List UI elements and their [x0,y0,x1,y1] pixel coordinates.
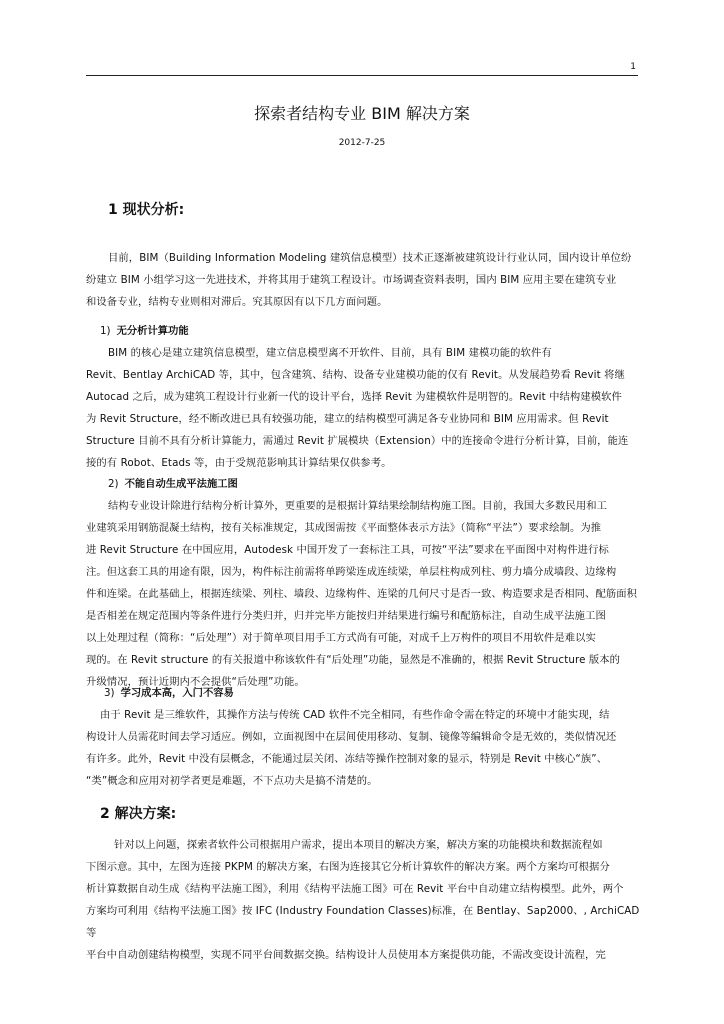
paragraph-line: 由于 Revit 是三维软件，其操作方法与传统 CAD 软件不完全相同，有些作命令需在特定的环境中才能实现，结 [100,709,610,721]
section-2-heading-block [86,805,642,823]
paragraph-line: Structure 目前不具有分析计算能力，需通过 Revit 扩展模块（Extension）中的连接命令进行分析计算，目前，能连 [86,435,629,447]
paragraph-line: 有许多。此外，Revit 中没有层概念，不能通过层关闭、冻结等操作控制对象的显示，特别是 Revit 中核心“族”、 [86,753,608,765]
document-title: 探索者结构专业 BIM 解决方案 [254,104,470,123]
section-1-heading-block [86,201,642,219]
paragraph-line: 针对以上问题，探索者软件公司根据用户需求，提出本项目的解决方案，解决方案的功能模块和数据流程如 [114,839,603,851]
document-date: 2012-7-25 [338,138,386,148]
paragraph-line: BIM 的核心是建立建筑信息模型，建立信息模型离不开软件、目前，具有 BIM 建模功能的软件有 [108,347,552,359]
paragraph-line: 以上处理过程（简称：“后处理”）对于简单项目用手工方式尚有可能，对成千上万构件的项目不用软件是难以实 [86,632,596,644]
paragraph-line: 现的。在 Revit structure 的有关报道中称该软件有“后处理”功能，显然是不准确的，根据 Revit Structure 版本的 [86,654,621,666]
subsection-number: 1) [100,325,111,337]
subsection-1 [86,320,642,474]
paragraph-line: Autocad 之后，成为建筑工程设计行业新一代的设计平台，选择 Revit 为建模软件是明智的。Revit 中结构建模软件 [86,391,622,403]
paragraph-line: 结构专业设计除进行结构分析计算外，更重要的是根据计算结果绘制结构施工图。目前，我国大多数民用和工 [108,500,608,512]
paragraph-line: 件和连梁。在此基础上，根据连续梁、列柱、墙段、边缘构件、连梁的几何尺寸是否一致、构造要求是否相同、配筋面积 [86,588,638,600]
subsection-heading [86,320,642,342]
paragraph-line: 注。但这套工具的用途有限，因为，构件标注前需将单跨梁连成连续梁，单层柱构成列柱、剪力墙分成墙段、边缘构 [86,566,617,578]
paragraph-line: 方案均可利用《结构平法施工图》按 IFC (Industry Foundation Classes)标准，在 Bentlay、Sap2000、, ArchiCAD 等 [86,905,640,939]
subsection-3 [86,682,642,792]
subsection-title: 学习成本高，入门不容易 [120,687,234,699]
subsection-title: 无分析计算功能 [116,325,189,337]
paragraph-line: 构设计人员需花时间去学习适应。例如，立面视图中在层间使用移动、复制、镜像等编辑命令是无效的，类似情况还 [86,731,617,743]
paragraph-line: 平台中自动创建结构模型，实现不同平台间数据交换。结构设计人员使用本方案提供功能，不需改变设计流程，完 [86,949,606,961]
section-2-heading: 2 解决方案: [100,806,177,822]
page-number: 1 [630,62,636,72]
paragraph-line: 接的有 Robot、Etads 等，由于受规范影响其计算结果仅供参考。 [86,457,392,469]
paragraph-line: 进 Revit Structure 在中国应用，Autodesk 中国开发了一套标注工具，可按“平法”要求在平面图中对构件进行标 [86,544,609,556]
paragraph-line: “类”概念和应用对初学者更是难题，不下点功夫是搞不清楚的。 [86,775,378,787]
header-divider [86,75,638,76]
section-2-body [86,834,642,966]
paragraph-line: 纷建立 BIM 小组学习这一先进技术，并将其用于建筑工程设计。市场调查资料表明，国内 BIM 应用主要在建筑专业 [86,274,617,286]
subsection-title: 不能自动生成平法施工图 [124,478,238,490]
paragraph-line: 析计算数据自动生成《结构平法施工图》，利用《结构平法施工图》可在 Revit 平台中自动建立结构模型。此外，两个 [86,883,624,895]
paragraph-line: 为 Revit Structure，经不断改进已具有较强功能，建立的结构模型可满足各专业协同和 BIM 应用需求。但 Revit [86,413,609,425]
subsection-number: 3) [104,687,115,699]
subsection-heading [86,682,642,704]
paragraph-line: 下图示意。其中，左图为连接 PKPM 的解决方案，右图为连接其它分析计算软件的解决方案。两个方案均可根据分 [86,861,610,873]
subsection-heading [86,473,642,495]
paragraph-line: 和设备专业，结构专业则相对滞后。究其原因有以下几方面问题。 [86,296,388,308]
paragraph-line: Revit、Bentlay ArchiCAD 等，其中，包含建筑、结构、设备专业建模功能的仅有 Revit。从发展趋势看 Revit 将继 [86,369,625,381]
paragraph-line: 升级情况，预计近期内不会提供“后处理”功能。 [86,676,305,688]
section-1-intro [86,247,642,313]
paragraph-line: 业建筑采用钢筋混凝土结构，按有关标准规定，其成图需按《平面整体表示方法》（简称“平法”）要求绘制。为推 [86,522,602,534]
subsection-2 [86,473,642,693]
subsection-number: 2) [108,478,119,490]
paragraph-line: 是否相差在规定范围内等条件进行分类归并，归并完毕方能按归并结果进行编号和配筋标注，自动生成平法施工图 [86,610,606,622]
paragraph-line: 目前，BIM（Building Information Modeling 建筑信息模型）技术正逐渐被建筑设计行业认同，国内设计单位纷 [108,252,632,264]
section-1-heading: 1 现状分析: [108,202,185,218]
